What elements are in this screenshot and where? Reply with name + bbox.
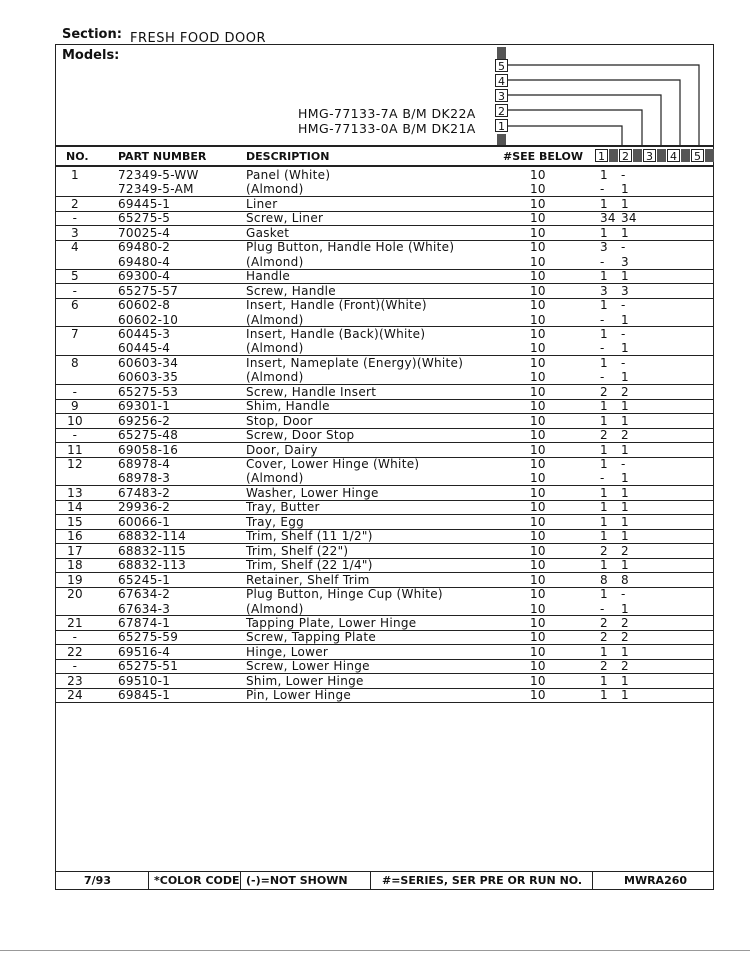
item-number: - xyxy=(72,283,78,298)
part-number: 72349-5-WW xyxy=(118,168,199,182)
part-description: Handle xyxy=(246,269,291,284)
part-number: 67634-2 xyxy=(118,587,171,602)
part-number: 65275-57 xyxy=(118,283,179,298)
footer-divider xyxy=(148,871,149,890)
qty-model-2: 1 xyxy=(621,399,629,414)
part-number: 65275-53 xyxy=(118,384,179,399)
qty-model-1: 2 xyxy=(600,428,608,443)
see-below-value: 10 xyxy=(530,615,546,630)
footer-divider xyxy=(592,871,593,890)
item-number: 11 xyxy=(67,442,83,457)
see-below-value: 10 xyxy=(530,298,546,313)
see-below-value: 10 xyxy=(530,370,546,385)
model-line-2: HMG-77133-7A B/M DK22A xyxy=(298,106,476,121)
item-number: 4 xyxy=(71,240,79,255)
part-description: Insert, Handle (Front)(White) xyxy=(246,298,427,313)
part-description: Plug Button, Handle Hole (White) xyxy=(246,240,455,255)
part-number: 60445-4 xyxy=(118,341,171,356)
qty-model-1: - xyxy=(600,182,605,197)
qty-model-2: 1 xyxy=(621,196,629,211)
item-number: 9 xyxy=(71,399,79,414)
part-description: Shim, Handle xyxy=(246,399,330,414)
part-number: 69445-1 xyxy=(118,196,171,211)
part-number: 69301-1 xyxy=(118,399,171,414)
part-description: Cover, Lower Hinge (White) xyxy=(246,457,420,471)
qty-model-2: - xyxy=(621,457,626,471)
qty-model-1: 1 xyxy=(600,500,608,515)
item-number: - xyxy=(72,630,78,645)
qty-model-1: 1 xyxy=(600,168,608,182)
shaded-marker xyxy=(609,149,618,162)
part-description: Hinge, Lower xyxy=(246,644,329,659)
qty-model-1: 2 xyxy=(600,384,608,399)
row-separator xyxy=(55,702,714,703)
footer-divider xyxy=(240,871,241,890)
qty-model-2: - xyxy=(621,240,626,255)
part-number: 69058-16 xyxy=(118,442,179,457)
see-below-value: 10 xyxy=(530,399,546,414)
item-number: 20 xyxy=(67,587,83,602)
item-number: 5 xyxy=(71,269,79,284)
qty-model-1: - xyxy=(600,471,605,486)
qty-model-2: 8 xyxy=(621,572,629,587)
qty-model-2: 1 xyxy=(621,558,629,573)
qty-model-1: - xyxy=(600,312,605,327)
model-index-box-2: 2 xyxy=(495,104,508,117)
qty-column-5: 5 xyxy=(691,149,704,162)
qty-model-1: 1 xyxy=(600,413,608,428)
qty-column-1: 1 xyxy=(595,149,608,162)
qty-model-1: 2 xyxy=(600,615,608,630)
models-label: Models: xyxy=(62,48,120,63)
qty-model-2: 1 xyxy=(621,269,629,284)
item-number: - xyxy=(72,384,78,399)
part-description: Tray, Egg xyxy=(246,514,305,529)
qty-model-2: - xyxy=(621,326,626,341)
qty-model-2: - xyxy=(621,587,626,602)
see-below-value: 10 xyxy=(530,558,546,573)
see-below-value: 10 xyxy=(530,428,546,443)
qty-model-2: 2 xyxy=(621,630,629,645)
qty-model-2: 1 xyxy=(621,644,629,659)
part-description: Door, Dairy xyxy=(246,442,318,457)
part-description: (Almond) xyxy=(246,471,304,486)
qty-model-1: - xyxy=(600,341,605,356)
see-below-value: 10 xyxy=(530,355,546,370)
shaded-marker xyxy=(657,149,666,162)
qty-model-1: 8 xyxy=(600,572,608,587)
part-description: Retainer, Shelf Trim xyxy=(246,572,370,587)
qty-model-1: 1 xyxy=(600,355,608,370)
column-header-part-number: PART NUMBER xyxy=(118,150,207,163)
part-description: (Almond) xyxy=(246,254,304,269)
footer-doc-id: MWRA260 xyxy=(624,874,688,887)
part-description: Tapping Plate, Lower Hinge xyxy=(246,615,417,630)
part-number: 60602-8 xyxy=(118,298,171,313)
qty-model-2: 2 xyxy=(621,615,629,630)
qty-column-2: 2 xyxy=(619,149,632,162)
part-number: 65275-5 xyxy=(118,211,171,226)
part-description: Screw, Handle xyxy=(246,283,336,298)
item-number: 12 xyxy=(67,457,83,471)
item-number: - xyxy=(72,659,78,674)
shaded-marker xyxy=(633,149,642,162)
qty-model-1: 1 xyxy=(600,225,608,240)
qty-model-1: - xyxy=(600,601,605,616)
model-index-box-3: 3 xyxy=(495,89,508,102)
item-number: 2 xyxy=(71,196,79,211)
footer-divider xyxy=(370,871,371,890)
see-below-value: 10 xyxy=(530,269,546,284)
see-below-value: 10 xyxy=(530,630,546,645)
qty-model-2: 1 xyxy=(621,442,629,457)
part-number: 60445-3 xyxy=(118,326,171,341)
see-below-value: 10 xyxy=(530,326,546,341)
qty-column-3: 3 xyxy=(643,149,656,162)
part-description: Screw, Door Stop xyxy=(246,428,355,443)
footer-color-code: *COLOR CODE xyxy=(154,874,240,887)
model-index-box-5: 5 xyxy=(495,59,508,72)
qty-model-2: 2 xyxy=(621,659,629,674)
qty-model-1: - xyxy=(600,254,605,269)
see-below-value: 10 xyxy=(530,413,546,428)
qty-model-2: 1 xyxy=(621,471,629,486)
part-number: 60603-34 xyxy=(118,355,179,370)
part-description: (Almond) xyxy=(246,370,304,385)
qty-model-2: 2 xyxy=(621,428,629,443)
part-description: (Almond) xyxy=(246,312,304,327)
see-below-value: 10 xyxy=(530,254,546,269)
qty-model-1: 1 xyxy=(600,673,608,688)
item-number: 3 xyxy=(71,225,79,240)
item-number: 18 xyxy=(67,558,83,573)
part-number: 68978-3 xyxy=(118,471,171,486)
see-below-value: 10 xyxy=(530,543,546,558)
qty-model-2: - xyxy=(621,168,626,182)
part-description: Trim, Shelf (22 1/4") xyxy=(246,558,373,573)
qty-model-2: 1 xyxy=(621,485,629,500)
see-below-value: 10 xyxy=(530,688,546,703)
header-bottom-rule xyxy=(55,165,714,167)
item-number: 21 xyxy=(67,615,83,630)
item-number: 6 xyxy=(71,298,79,313)
column-header-see-below: #SEE BELOW xyxy=(503,150,583,163)
see-below-value: 10 xyxy=(530,601,546,616)
item-number: 1 xyxy=(71,168,79,182)
part-description: (Almond) xyxy=(246,182,304,197)
qty-model-1: 1 xyxy=(600,529,608,544)
qty-model-2: 1 xyxy=(621,312,629,327)
part-description: Screw, Tapping Plate xyxy=(246,630,377,645)
item-number: 23 xyxy=(67,673,83,688)
part-number: 60066-1 xyxy=(118,514,171,529)
page-bottom-rule xyxy=(0,950,750,951)
see-below-value: 10 xyxy=(530,168,546,182)
qty-model-2: 34 xyxy=(621,211,637,226)
part-number: 69510-1 xyxy=(118,673,171,688)
part-number: 67874-1 xyxy=(118,615,171,630)
part-number: 65275-51 xyxy=(118,659,179,674)
part-number: 65275-59 xyxy=(118,630,179,645)
see-below-value: 10 xyxy=(530,384,546,399)
see-below-value: 10 xyxy=(530,529,546,544)
see-below-value: 10 xyxy=(530,457,546,471)
see-below-value: 10 xyxy=(530,283,546,298)
shaded-marker xyxy=(705,149,714,162)
qty-model-1: 1 xyxy=(600,485,608,500)
part-number: 67483-2 xyxy=(118,485,171,500)
part-number: 60602-10 xyxy=(118,312,179,327)
see-below-value: 10 xyxy=(530,240,546,255)
see-below-value: 10 xyxy=(530,485,546,500)
part-number: 65275-48 xyxy=(118,428,179,443)
qty-model-1: 1 xyxy=(600,688,608,703)
part-description: Trim, Shelf (22") xyxy=(246,543,349,558)
qty-model-1: 1 xyxy=(600,457,608,471)
part-number: 69845-1 xyxy=(118,688,171,703)
model-line-1: HMG-77133-0A B/M DK21A xyxy=(298,121,476,136)
qty-model-2: 2 xyxy=(621,543,629,558)
part-description: Insert, Nameplate (Energy)(White) xyxy=(246,355,464,370)
item-number: - xyxy=(72,211,78,226)
part-description: Pin, Lower Hinge xyxy=(246,688,352,703)
part-number: 69256-2 xyxy=(118,413,171,428)
see-below-value: 10 xyxy=(530,572,546,587)
item-number: - xyxy=(72,428,78,443)
part-description: Trim, Shelf (11 1/2") xyxy=(246,529,373,544)
item-number: 17 xyxy=(67,543,83,558)
see-below-value: 10 xyxy=(530,659,546,674)
see-below-value: 10 xyxy=(530,644,546,659)
item-number: 16 xyxy=(67,529,83,544)
qty-model-1: 1 xyxy=(600,442,608,457)
footer-not-shown: (-)=NOT SHOWN xyxy=(246,874,348,887)
part-number: 68832-115 xyxy=(118,543,187,558)
qty-model-1: 2 xyxy=(600,630,608,645)
qty-model-1: 1 xyxy=(600,298,608,313)
qty-model-1: 1 xyxy=(600,196,608,211)
qty-model-1: 1 xyxy=(600,558,608,573)
header-top-rule xyxy=(55,145,714,147)
part-description: Screw, Liner xyxy=(246,211,324,226)
qty-model-2: 1 xyxy=(621,225,629,240)
qty-model-1: 1 xyxy=(600,514,608,529)
part-number: 69480-4 xyxy=(118,254,171,269)
item-number: 24 xyxy=(67,688,83,703)
part-description: Tray, Butter xyxy=(246,500,320,515)
part-description: Panel (White) xyxy=(246,168,331,182)
part-number: 68832-114 xyxy=(118,529,187,544)
part-number: 69480-2 xyxy=(118,240,171,255)
footer-series: #=SERIES, SER PRE OR RUN NO. xyxy=(382,874,583,887)
qty-model-2: 1 xyxy=(621,601,629,616)
qty-model-2: 1 xyxy=(621,182,629,197)
see-below-value: 10 xyxy=(530,514,546,529)
qty-model-2: 1 xyxy=(621,514,629,529)
model-index-box-1: 1 xyxy=(495,119,508,132)
section-label: Section: xyxy=(62,27,122,42)
qty-model-1: 3 xyxy=(600,283,608,298)
part-description: Gasket xyxy=(246,225,290,240)
qty-model-2: 3 xyxy=(621,254,629,269)
see-below-value: 10 xyxy=(530,312,546,327)
item-number: 8 xyxy=(71,355,79,370)
see-below-value: 10 xyxy=(530,341,546,356)
section-value: FRESH FOOD DOOR xyxy=(130,31,266,46)
part-number: 69300-4 xyxy=(118,269,171,284)
column-header-no: NO. xyxy=(66,150,89,163)
part-description: (Almond) xyxy=(246,601,304,616)
qty-model-1: 3 xyxy=(600,240,608,255)
part-number: 60603-35 xyxy=(118,370,179,385)
part-number: 70025-4 xyxy=(118,225,171,240)
part-number: 67634-3 xyxy=(118,601,171,616)
part-description: Screw, Lower Hinge xyxy=(246,659,370,674)
see-below-value: 10 xyxy=(530,225,546,240)
part-description: Washer, Lower Hinge xyxy=(246,485,379,500)
qty-model-1: 2 xyxy=(600,543,608,558)
qty-model-1: 1 xyxy=(600,399,608,414)
item-number: 13 xyxy=(67,485,83,500)
qty-model-2: 1 xyxy=(621,413,629,428)
see-below-value: 10 xyxy=(530,471,546,486)
item-number: 15 xyxy=(67,514,83,529)
see-below-value: 10 xyxy=(530,442,546,457)
item-number: 7 xyxy=(71,326,79,341)
part-description: Shim, Lower Hinge xyxy=(246,673,364,688)
qty-column-4: 4 xyxy=(667,149,680,162)
qty-model-1: 1 xyxy=(600,644,608,659)
part-description: Screw, Handle Insert xyxy=(246,384,377,399)
column-header-description: DESCRIPTION xyxy=(246,150,330,163)
part-description: Liner xyxy=(246,196,278,211)
see-below-value: 10 xyxy=(530,673,546,688)
item-number: 22 xyxy=(67,644,83,659)
qty-model-2: 1 xyxy=(621,370,629,385)
qty-model-2: 1 xyxy=(621,341,629,356)
qty-model-1: 34 xyxy=(600,211,616,226)
qty-model-1: 1 xyxy=(600,326,608,341)
part-description: Plug Button, Hinge Cup (White) xyxy=(246,587,443,602)
part-number: 68832-113 xyxy=(118,558,187,573)
see-below-value: 10 xyxy=(530,182,546,197)
part-number: 68978-4 xyxy=(118,457,171,471)
see-below-value: 10 xyxy=(530,196,546,211)
part-number: 69516-4 xyxy=(118,644,171,659)
item-number: 19 xyxy=(67,572,83,587)
part-description: (Almond) xyxy=(246,341,304,356)
part-number: 65245-1 xyxy=(118,572,171,587)
see-below-value: 10 xyxy=(530,500,546,515)
qty-model-2: 1 xyxy=(621,673,629,688)
qty-model-2: 2 xyxy=(621,384,629,399)
qty-model-2: 1 xyxy=(621,500,629,515)
part-number: 72349-5-AM xyxy=(118,182,194,197)
qty-model-1: 1 xyxy=(600,269,608,284)
qty-model-1: - xyxy=(600,370,605,385)
qty-model-1: 2 xyxy=(600,659,608,674)
qty-model-2: - xyxy=(621,355,626,370)
qty-model-2: 3 xyxy=(621,283,629,298)
model-index-box-4: 4 xyxy=(495,74,508,87)
see-below-value: 10 xyxy=(530,587,546,602)
item-number: 10 xyxy=(67,413,83,428)
footer-date: 7/93 xyxy=(84,874,111,887)
part-number: 29936-2 xyxy=(118,500,171,515)
item-number: 14 xyxy=(67,500,83,515)
qty-model-2: - xyxy=(621,298,626,313)
part-description: Stop, Door xyxy=(246,413,313,428)
part-description: Insert, Handle (Back)(White) xyxy=(246,326,426,341)
shaded-marker xyxy=(681,149,690,162)
qty-model-2: 1 xyxy=(621,529,629,544)
see-below-value: 10 xyxy=(530,211,546,226)
qty-model-1: 1 xyxy=(600,587,608,602)
qty-model-2: 1 xyxy=(621,688,629,703)
